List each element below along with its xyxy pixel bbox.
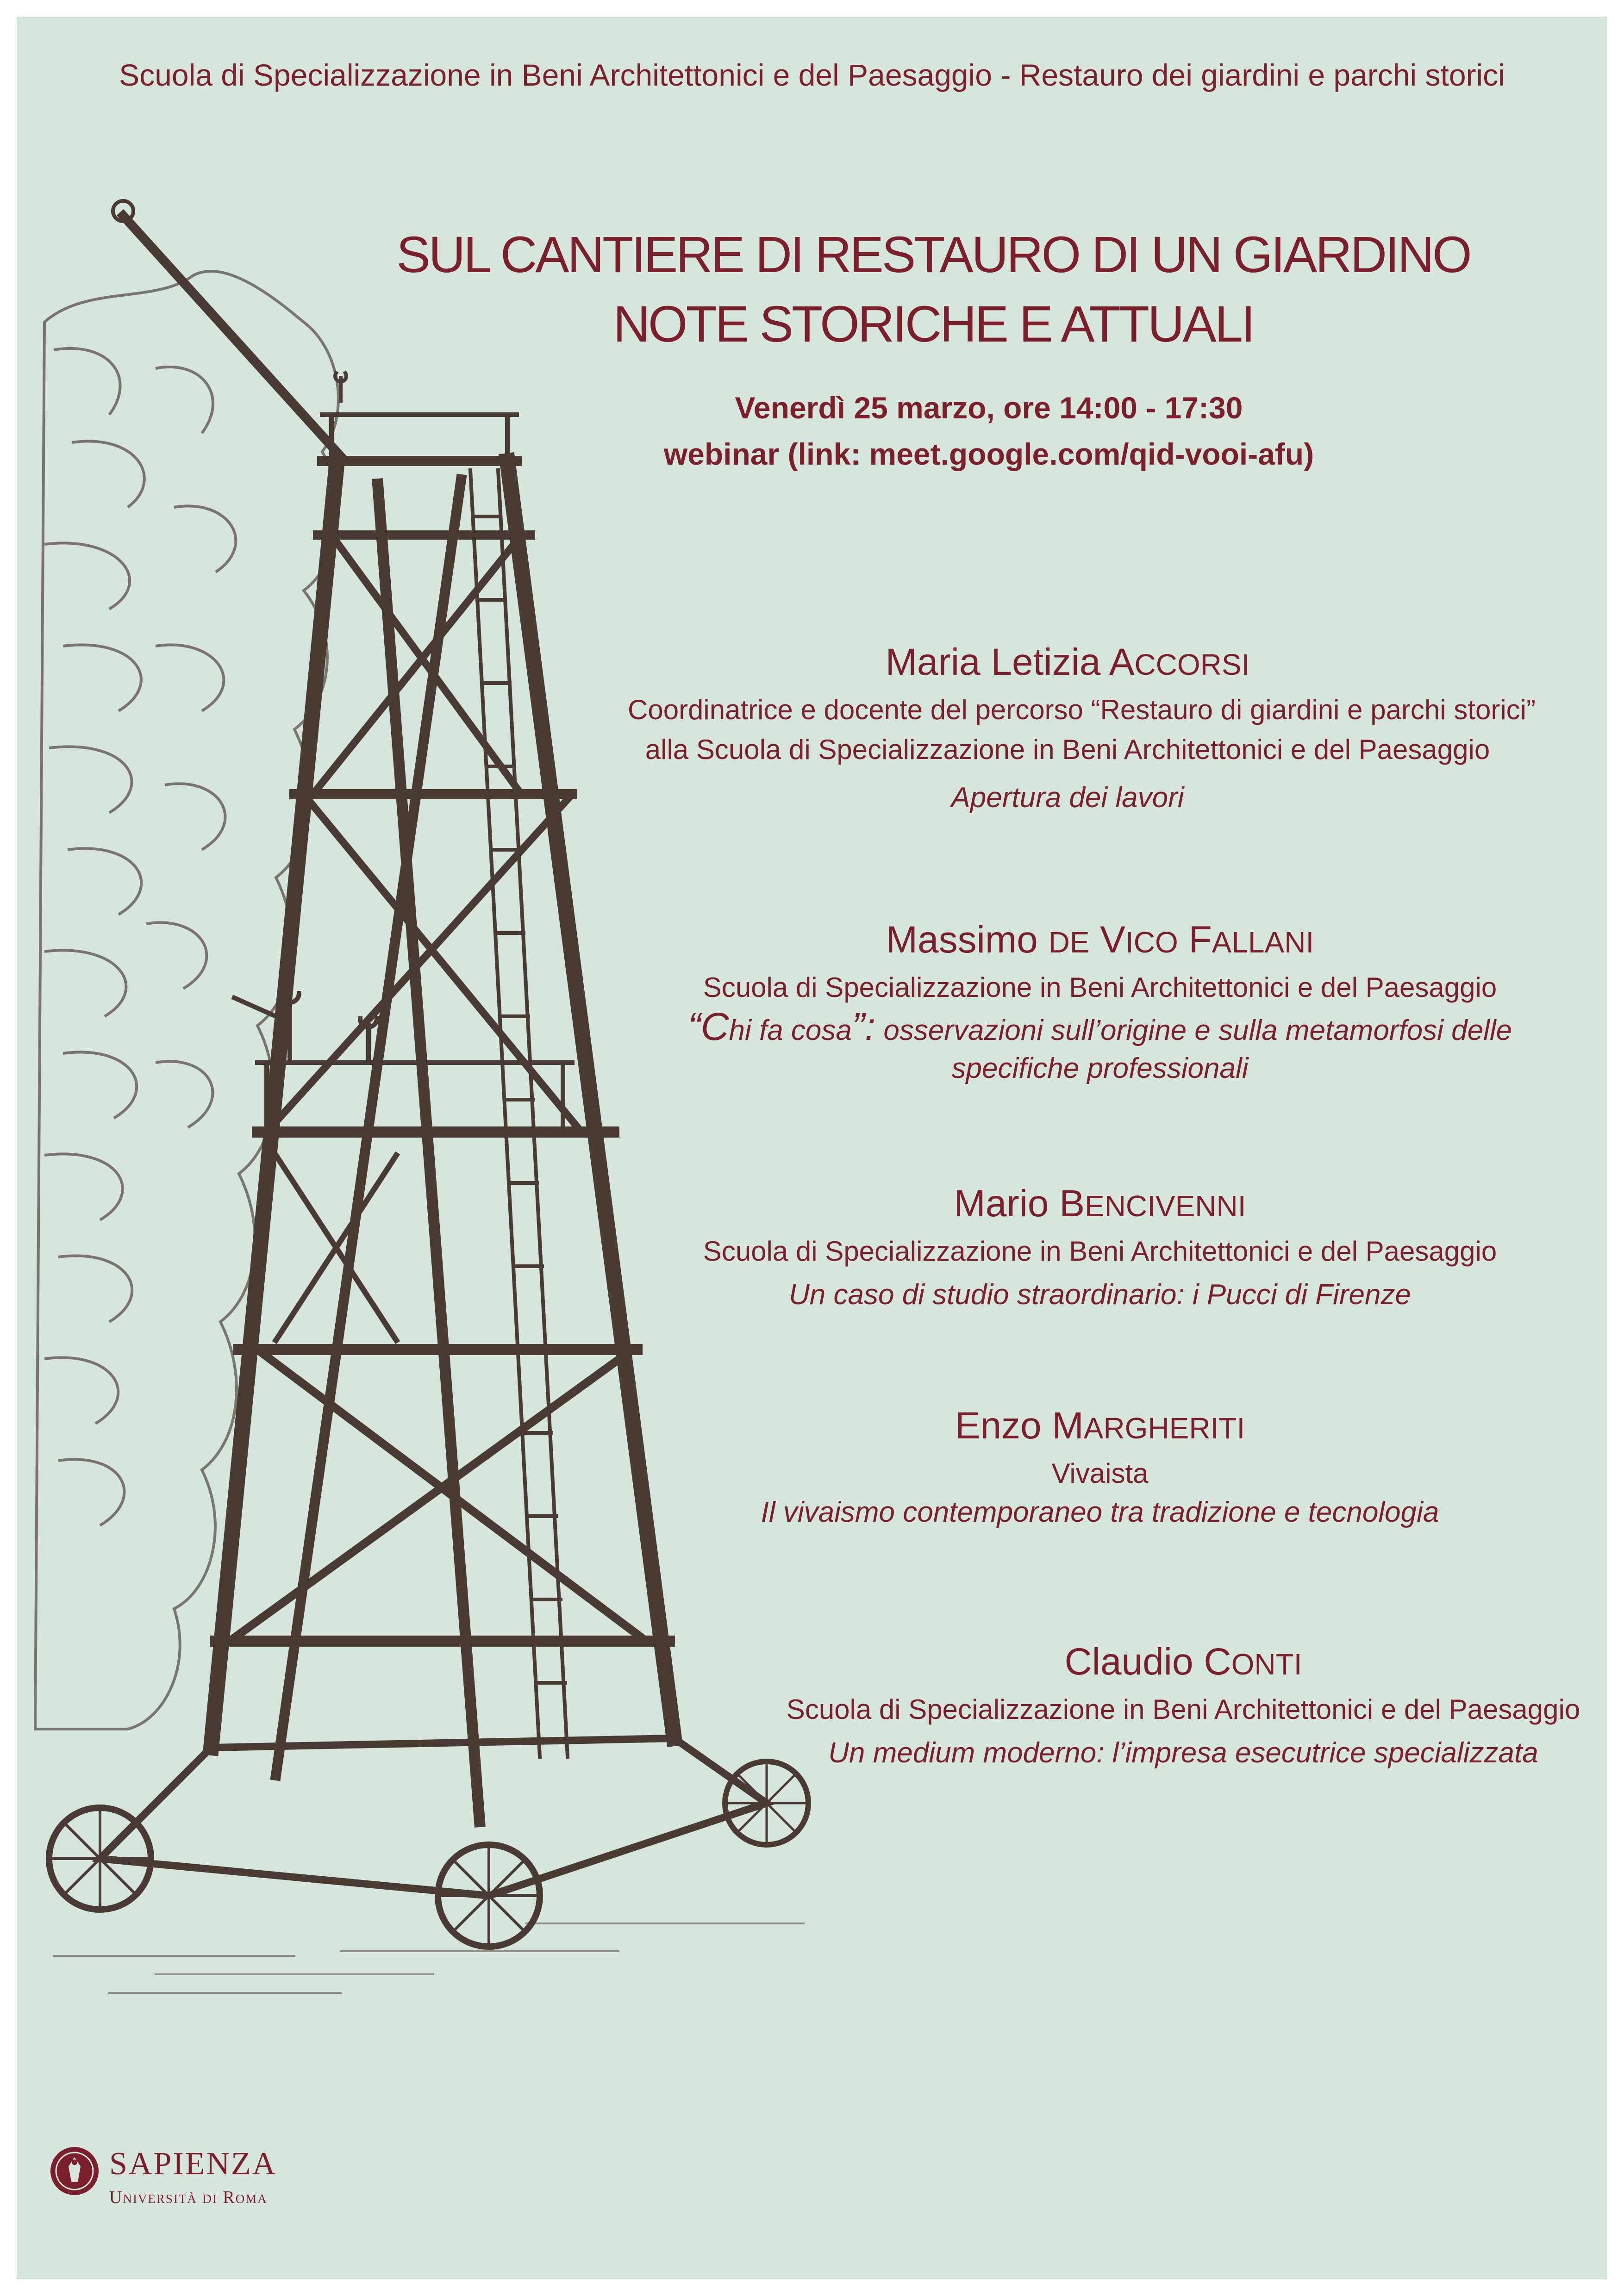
talk-title: “Chi fa cosa”: osservazioni sull’origine e sulla metamorfosi delle bbox=[687, 1005, 1512, 1048]
sapienza-seal-icon bbox=[49, 2146, 100, 2196]
speaker-bencivenni bbox=[628, 1178, 1572, 1314]
speaker-role: Scuola di Specializzazione in Beni Architettonici e del Paesaggio bbox=[703, 1236, 1497, 1267]
event-title bbox=[341, 220, 1526, 359]
speaker-role: Vivaista bbox=[1051, 1458, 1149, 1489]
talk-title: Apertura dei lavori bbox=[951, 782, 1184, 814]
webinar-link[interactable]: webinar (link: meet.google.com/qid-vooi-afu) bbox=[663, 437, 1314, 471]
speaker-margheriti bbox=[628, 1400, 1572, 1531]
speaker-role: Coordinatrice e docente del percorso “Restauro di giardini e parchi storici” bbox=[628, 694, 1536, 725]
poster bbox=[17, 17, 1607, 2279]
event-date: Venerdì 25 marzo, ore 14:00 - 17:30 bbox=[735, 391, 1243, 425]
school-header: Scuola di Specializzazione in Beni Architettonici e del Paesaggio - Restauro dei giardini e parchi storici bbox=[119, 58, 1505, 92]
speaker-conti bbox=[767, 1636, 1600, 1772]
speaker-name: Claudio CONTI bbox=[1064, 1641, 1302, 1683]
sapienza-logo-subtitle: Università di Roma bbox=[109, 2188, 268, 2207]
speaker-name: Enzo MARGHERITI bbox=[955, 1405, 1245, 1447]
sapienza-logo-name: SAPIENZA bbox=[109, 2146, 277, 2182]
speaker-role: Scuola di Specializzazione in Beni Architettonici e del Paesaggio bbox=[703, 972, 1497, 1003]
title-line-2: NOTE STORICHE E ATTUALI bbox=[613, 296, 1254, 353]
speaker-name: Maria Letizia ACCORSI bbox=[885, 641, 1250, 683]
event-info bbox=[618, 385, 1359, 477]
speaker-de-vico-fallani bbox=[628, 915, 1572, 1088]
speaker-name: Massimo DE VICO FALLANI bbox=[886, 919, 1314, 961]
title-line-1: SUL CANTIERE DI RESTAURO DI UN GIARDINO bbox=[396, 226, 1470, 283]
talk-title: Il vivaismo contemporaneo tra tradizione e tecnologia bbox=[761, 1496, 1439, 1528]
speaker-accorsi bbox=[628, 637, 1536, 817]
speaker-role: Scuola di Specializzazione in Beni Architettonici e del Paesaggio bbox=[786, 1694, 1580, 1725]
talk-title: Un caso di studio straordinario: i Pucci di Firenze bbox=[789, 1279, 1411, 1311]
speaker-name: Mario BENCIVENNI bbox=[954, 1182, 1246, 1225]
talk-title-line-2: specifiche professionali bbox=[951, 1052, 1249, 1084]
talk-title: Un medium moderno: l’impresa esecutrice specializzata bbox=[828, 1737, 1538, 1769]
speaker-role-2: alla Scuola di Specializzazione in Beni Architettonici e del Paesaggio bbox=[645, 734, 1490, 765]
